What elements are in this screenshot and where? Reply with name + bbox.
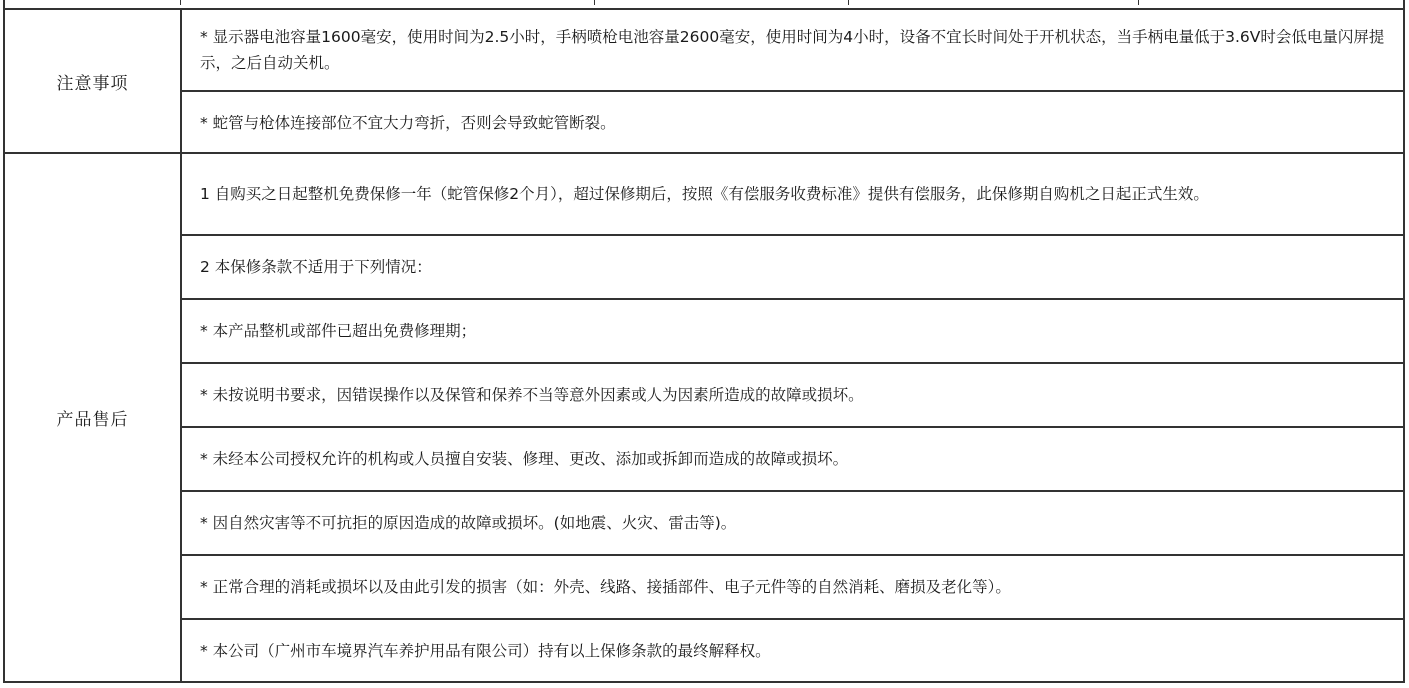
after-sales-row-text: * 因自然灾害等不可抗拒的原因造成的故障或损坏。(如地震、火灾、雷击等)。 — [200, 514, 737, 532]
column-tick — [180, 0, 181, 5]
notes-rows — [182, 10, 1403, 152]
column-tick — [1138, 0, 1139, 5]
column-tick — [594, 0, 595, 5]
after-sales-row — [182, 364, 1403, 428]
after-sales-row-text: 1 自购买之日起整机免费保修一年（蛇管保修2个月），超过保修期后，按照《有偿服务收费标准》提供有偿服务，此保修期自购机之日起正式生效。 — [200, 185, 1209, 203]
notes-section — [5, 8, 1403, 154]
after-sales-row — [182, 428, 1403, 492]
after-sales-row-text: * 本产品整机或部件已超出免费修理期； — [200, 322, 477, 340]
after-sales-row-text: * 未经本公司授权允许的机构或人员擅自安装、修理、更改、添加或拆卸而造成的故障或损坏。 — [200, 450, 849, 468]
after-sales-section — [5, 154, 1403, 681]
notes-row — [182, 10, 1403, 92]
after-sales-row — [182, 620, 1403, 681]
after-sales-row-text: * 正常合理的消耗或损坏以及由此引发的损害（如：外壳、线路、接插部件、电子元件等的自然消耗、磨损及老化等）。 — [200, 578, 1011, 596]
notes-row-text: * 显示器电池容量1600毫安，使用时间为2.5小时，手柄喷枪电池容量2600毫安，使用时间为4小时，设备不宜长时间处于开机状态，当手柄电量低于3.6V时会低电量闪屏提示，之后自动关机。 — [200, 28, 1385, 72]
after-sales-row — [182, 492, 1403, 556]
after-sales-rows — [182, 154, 1403, 681]
after-sales-row — [182, 236, 1403, 300]
after-sales-row — [182, 556, 1403, 620]
after-sales-row-text: 2 本保修条款不适用于下列情况： — [200, 258, 432, 276]
column-tick — [848, 0, 849, 5]
after-sales-row-text: * 本公司（广州市车境界汽车养护用品有限公司）持有以上保修条款的最终解释权。 — [200, 641, 771, 660]
notes-row — [182, 92, 1403, 154]
after-sales-row — [182, 300, 1403, 364]
notes-row-text: * 蛇管与枪体连接部位不宜大力弯折，否则会导致蛇管断裂。 — [200, 114, 616, 132]
after-sales-row — [182, 154, 1403, 236]
warranty-table — [3, 0, 1405, 683]
after-sales-row-text: * 未按说明书要求，因错误操作以及保管和保养不当等意外因素或人为因素所造成的故障或损坏。 — [200, 386, 864, 404]
notes-label: 注意事项 — [5, 10, 182, 152]
after-sales-label: 产品售后 — [5, 154, 182, 681]
